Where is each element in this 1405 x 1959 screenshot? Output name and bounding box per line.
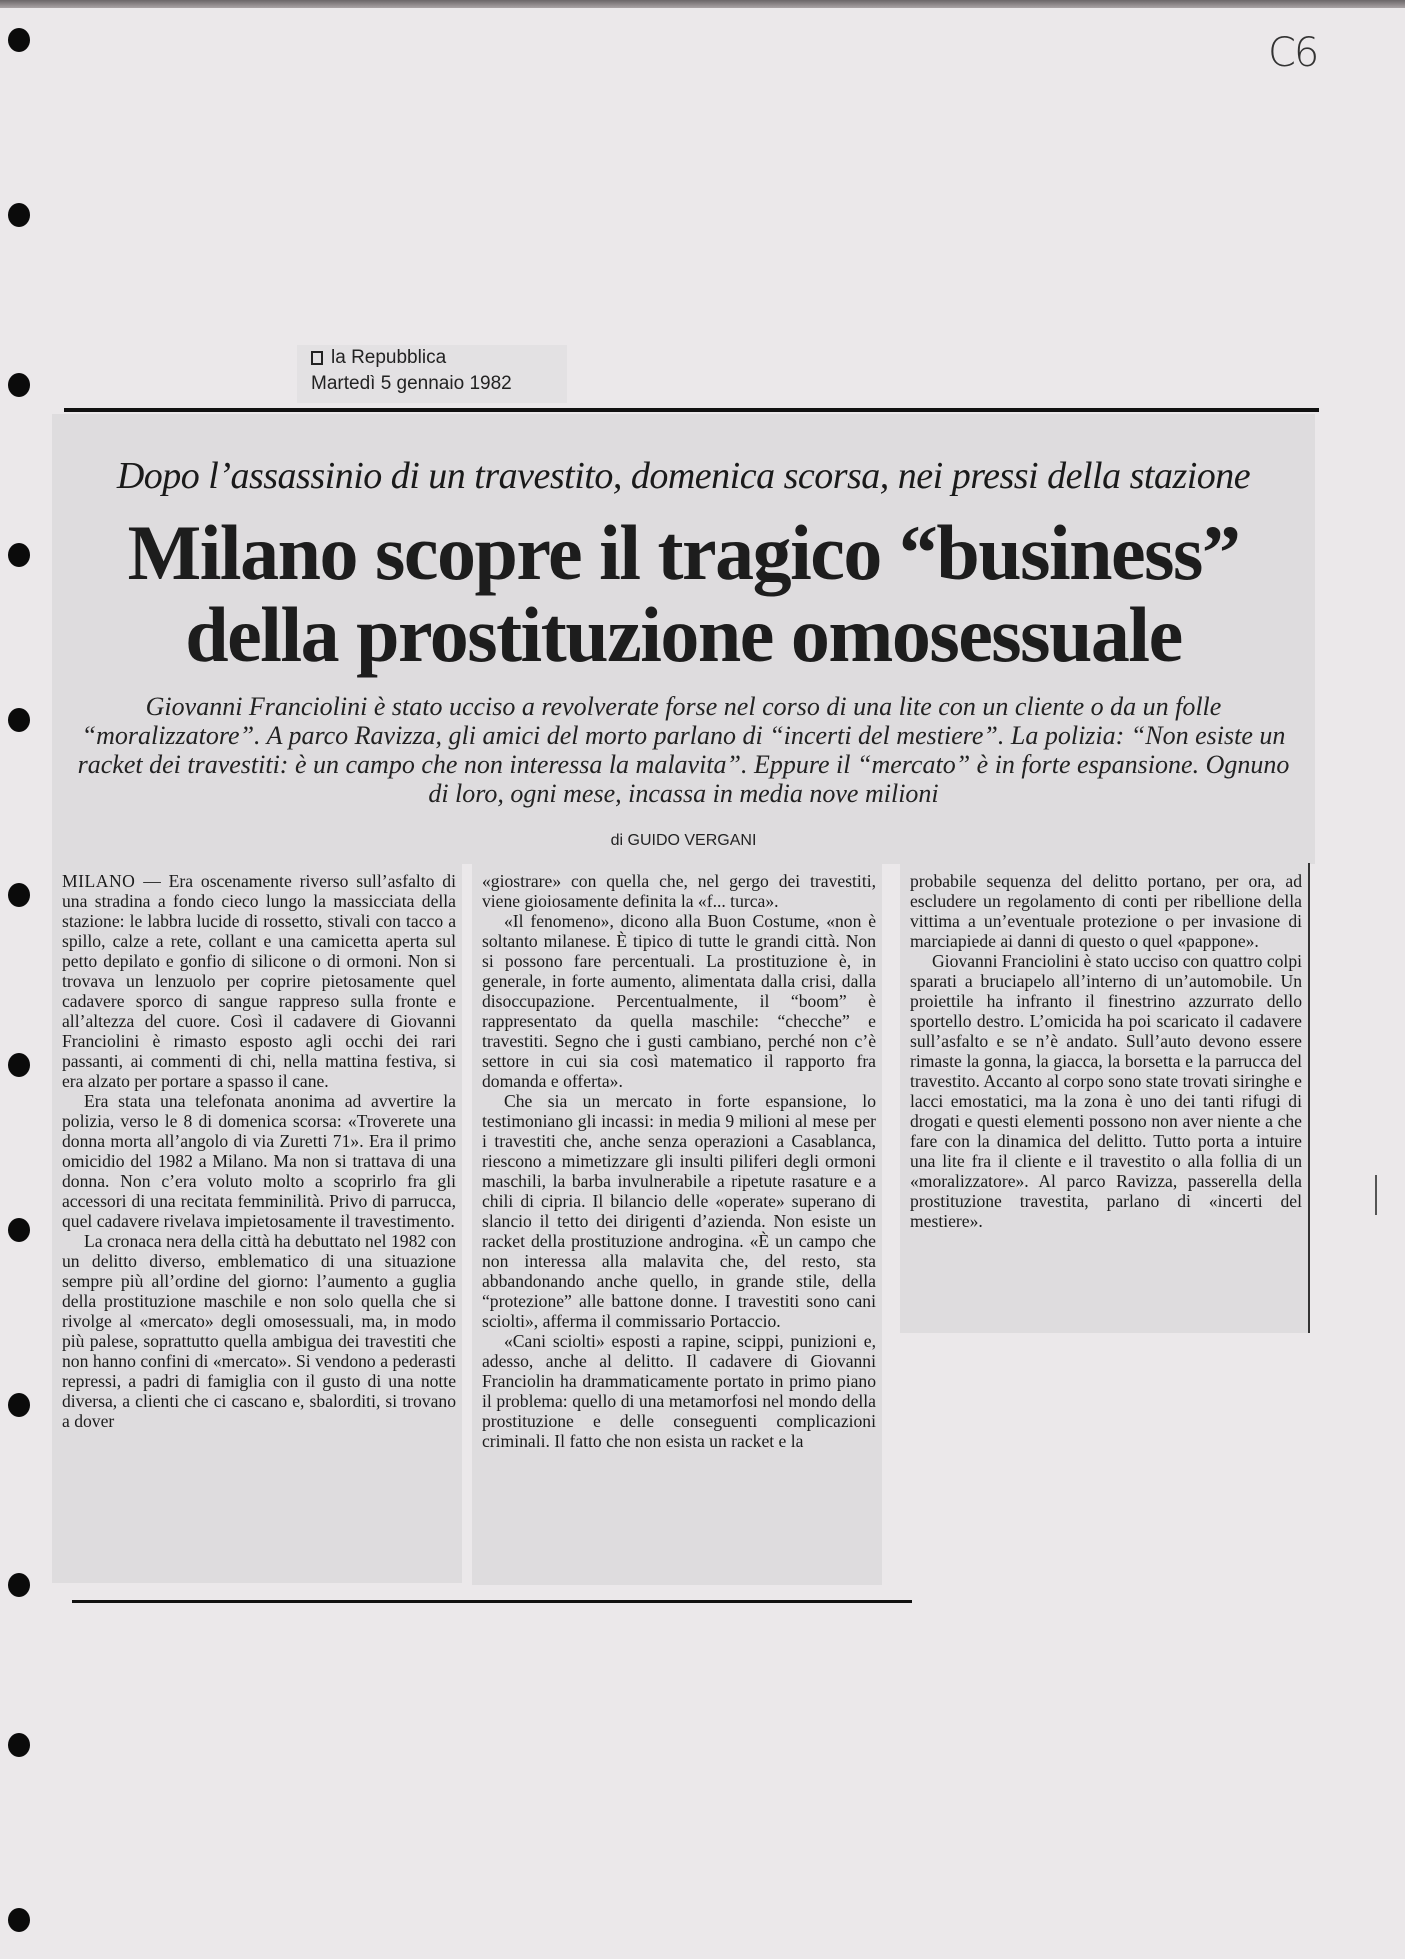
article-column-3	[900, 863, 1310, 1333]
paragraph: «Il fenomeno», dicono alla Buon Costume, «non è soltanto milanese. È tipico di tutte le grandi città. Non si possono fare percentuali. La prostituzione è, in generale, in forte aumento, alimentata dalla crisi, dalla disoccupazione. Percentualmente, il “boom” è rappresentato da quella maschile: “checche” e travestiti. Segno che i gusti cambiano, perché non c’è settore in cui sia così matematico il rapporto fra domanda e offerta».	[482, 911, 876, 1091]
binder-hole	[8, 373, 30, 397]
binder-hole	[8, 1733, 30, 1757]
headline-line-2: della prostituzione omosessuale	[185, 591, 1182, 678]
publication-name: la Repubblica	[331, 347, 447, 368]
paragraph: Che sia un mercato in forte espansione, lo testimoniano gli incassi: in media 9 milioni al mese per i travestiti che, anche senza operazioni a Casablanca, riescono a mimetizzare gli insulti piliferi degli ormoni maschili, la barba invulnerabile a ripetute rasature e a chili di cipria. Il bilancio delle «operate» superano di slancio il tetto dei dirigenti d’azienda. Non esiste un racket della prostituzione androgina. «È un campo che non interessa alla malavita che, del resto, sta abbandonando anche quello, in grande stile, della “protezione” alle battone donne. I travestiti sono cani sciolti», afferma il commissario Portaccio.	[482, 1091, 876, 1331]
paragraph	[62, 871, 456, 1091]
headline-block	[52, 414, 1315, 864]
top-rule	[64, 408, 1319, 412]
checkbox-square-icon	[311, 351, 323, 365]
paragraph: «giostrare» con quella che, nel gergo dei travestiti, viene gioiosamente definita la «f... turca».	[482, 871, 876, 911]
byline: di GUIDO VERGANI	[610, 832, 757, 849]
paragraph: «Cani sciolti» esposti a rapine, scippi, punizioni e, adesso, anche al delitto. Il cadavere di Giovanni Franciolin ha drammaticamente portato in primo piano il problema: quello di una metamorfosi nel mondo della prostituzione e delle conseguenti complicazioni criminali. Il fatto che non esista un racket e la	[482, 1331, 876, 1451]
bottom-rule	[72, 1600, 912, 1603]
headline	[52, 509, 1315, 678]
headline-line-1: Milano scopre il tragico “business”	[127, 509, 1240, 596]
dateline: MILANO	[62, 871, 136, 891]
paragraph: Era stata una telefonata anonima ad avvertire la polizia, verso le 8 di domenica scorsa: «Troverete una donna morta all’angolo di via Zuretti 71». Era il primo omicidio del 1982 a Milano. Ma non si trattava di una donna. Non c’era voluto molto a scoprirlo fra gli accessori di una recitata femminilità. Privo di parrucca, quel cadavere rivelava impietosamente il travestimento.	[62, 1091, 456, 1231]
scan-top-edge	[0, 0, 1405, 8]
paragraph: probabile sequenza del delitto portano, per ora, ad escludere un regolamento di conti per ribellione della vittima a un’eventuale protezione o per invasione di marciapiede ai danni di questo o quel «pappone».	[910, 871, 1302, 951]
masthead	[297, 345, 567, 403]
paragraph-text: — Era oscenamente riverso sull’asfalto di una stradina a fondo cieco lungo la massicciata della stazione: le labbra lucide di rossetto, stivali con tacco a spillo, calze a rete, collant e una camicetta aperta sul petto depilato e gonfio di silicone o di ormoni. Non si trovava un lenzuolo per coprire pietosamente quel cadavere sporco di sangue rappreso sulla fronte e all’altezza del cuore. Così il cadavere di Giovanni Franciolini è rimasto esposto agli occhi dei rari passanti, ai commenti di chi, nella mattina festiva, si era alzato per portare a spasso il cane.	[62, 871, 456, 1091]
binder-hole	[8, 708, 30, 732]
binder-hole	[8, 1218, 30, 1242]
binder-hole	[8, 543, 30, 567]
binder-hole	[8, 1393, 30, 1417]
article-column-1	[52, 863, 462, 1583]
binder-hole	[8, 1573, 30, 1597]
pencil-mark	[1375, 1175, 1377, 1215]
binder-hole	[8, 28, 30, 52]
handwritten-page-mark: C6	[1268, 30, 1318, 76]
paragraph: La cronaca nera della città ha debuttato nel 1982 con un delitto diverso, emblematico di una situazione sempre più all’ordine del giorno: l’aumento a guglia della prostituzione maschile e non solo quella che si rivolge al «mercato» degli omosessuali, ma, in modo più palese, soprattutto quella ambigua dei travestiti che non hanno confini di «mercato». Si vendono a pederasti repressi, a padri di famiglia con il gusto di una notte diversa, a clienti che ci cascano e, sbalorditi, si trovano a dover	[62, 1231, 456, 1431]
paragraph: Giovanni Franciolini è stato ucciso con quattro colpi sparati a bruciapelo all’interno di un’automobile. Un proiettile ha infranto il finestrino azzurrato dello sportello destro. L’omicida ha poi scaricato il cadavere sull’asfalto e se n’è andato. Sull’auto devono essere rimaste la gonna, la giacca, la borsetta e la parrucca del travestito. Accanto al corpo sono state trovati siringhe e lacci emostatici, ma la zona è uno dei tanti rifugi di drogati e questi elementi possono non aver niente a che fare con la dinamica del delitto. Tutto porta a intuire una lite fra il cliente e il travestito o alla follia di un «moralizzatore». Al parco Ravizza, passerella della prostituzione travestita, parlano di «incerti del mestiere».	[910, 951, 1302, 1231]
binder-hole	[8, 1908, 30, 1932]
newspaper-clipping	[52, 408, 1315, 1613]
publication-row	[311, 345, 567, 371]
binder-hole	[8, 1053, 30, 1077]
kicker: Dopo l’assassinio di un travestito, domenica scorsa, nei pressi della stazione	[116, 455, 1251, 497]
article-column-2	[472, 863, 882, 1585]
binder-hole	[8, 883, 30, 907]
binder-hole	[8, 203, 30, 227]
summary: Giovanni Franciolini è stato ucciso a revolverate forse nel corso di una lite con un cliente o da un folle “moralizzatore”. A parco Ravizza, gli amici del morto parlano di “incerti del mestiere”. La polizia: “Non esiste un racket dei travestiti: è un campo che non interessa la malavita”. Eppure il “mercato” è in forte espansione. Ognuno di loro, ogni mese, incassa in media nove milioni	[77, 692, 1290, 808]
publication-date: Martedì 5 gennaio 1982	[311, 373, 512, 394]
